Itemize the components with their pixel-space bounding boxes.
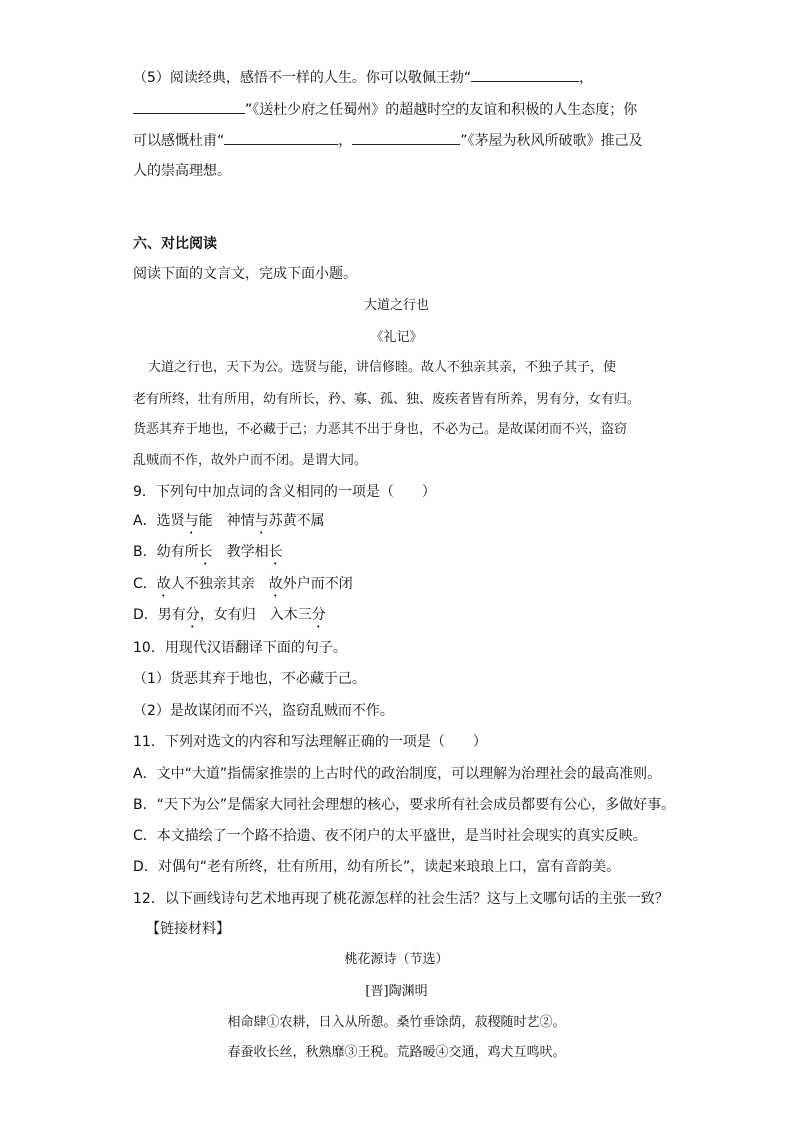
q9-a-mid: 能 神情 bbox=[198, 513, 255, 529]
q9-option-b[interactable] bbox=[133, 542, 283, 568]
q9-stem: 9．下列句中加点词的含义相同的一项是（ ） bbox=[133, 484, 436, 500]
q9-b-pre: B．幼有所 bbox=[133, 544, 199, 560]
q5-blank-4[interactable] bbox=[352, 130, 460, 145]
q9-a-dot-word-1: 与 bbox=[184, 513, 199, 529]
q5-line-1 bbox=[133, 67, 593, 88]
section-heading: 六、对比阅读 bbox=[133, 236, 217, 252]
q5-line-4: 人的崇高理想。 bbox=[133, 163, 231, 179]
q9-b-mid: 教学相 bbox=[212, 544, 269, 560]
q5-blank-3[interactable] bbox=[224, 130, 338, 145]
link-material-label: 【链接材料】 bbox=[146, 921, 230, 937]
q11-option-b[interactable]: B．“天下为公”是儒家大同社会理想的核心，要求所有社会成员都要有公心，多做好事。 bbox=[133, 797, 676, 813]
q9-b-dot-word-2: 长 bbox=[268, 544, 283, 560]
q12-stem: 12．以下画线诗句艺术地再现了桃花源怎样的社会生活？这与上文哪句话的主张一致？ bbox=[133, 891, 669, 907]
poem-author: [晋]陶渊明 bbox=[365, 984, 428, 999]
q10-stem: 10．用现代汉语翻译下面的句子。 bbox=[133, 640, 347, 656]
q9-d-dot-word-2: 分 bbox=[311, 607, 326, 623]
q5-line-3 bbox=[133, 130, 643, 151]
q10-sentence-1: （1）货恶其弃于地也，不必藏于己。 bbox=[133, 671, 366, 687]
q10-sentence-2: （2）是故谋闭而不兴，盗窃乱贼而不作。 bbox=[133, 703, 394, 719]
q5-text-2b: ”《送杜少府之任蜀州》的超越时空的友谊和积极的人生态度；你 bbox=[245, 102, 638, 118]
q9-option-d[interactable] bbox=[133, 605, 326, 631]
passage-line-4: 乱贼而不作，故外户而不闭。是谓大同。 bbox=[133, 453, 368, 468]
q9-option-c[interactable] bbox=[133, 574, 353, 600]
q5-line-2 bbox=[133, 99, 637, 120]
q11-option-d[interactable]: D．对偶句“老有所终，壮有所用，幼有所长”，读起来琅琅上口，富有音韵美。 bbox=[133, 859, 621, 875]
q5-text-1a: （5）阅读经典，感悟不一样的人生。你可以敬佩王勃“ bbox=[133, 70, 472, 86]
q9-c-mid: 人不独亲其亲 bbox=[170, 576, 269, 592]
q5-text-1b: ， bbox=[579, 70, 594, 86]
q11-option-c[interactable]: C．本文描绘了一个路不拾遗、夜不闭户的太平盛世，是当时社会现实的真实反映。 bbox=[133, 828, 647, 844]
q9-d-pre: D．男有 bbox=[133, 607, 186, 623]
q9-option-a[interactable] bbox=[133, 511, 325, 537]
q9-c-dot-word-1: 故 bbox=[156, 576, 171, 592]
q9-a-pre: A．选贤 bbox=[133, 513, 185, 529]
q5-blank-1[interactable] bbox=[471, 67, 579, 82]
q9-d-dot-word-1: 分 bbox=[185, 607, 200, 623]
passage-source: 《礼记》 bbox=[370, 330, 423, 345]
q5-blank-2[interactable] bbox=[133, 99, 245, 114]
q9-d-mid: ，女有归 入木三 bbox=[199, 607, 312, 623]
q9-a-post: 苏黄不属 bbox=[268, 513, 325, 529]
passage-line-1: 大道之行也，天下为公。选贤与能，讲信修睦。故人不独亲其亲，不独子其子，使 bbox=[148, 360, 617, 375]
q11-option-a[interactable]: A．文中“大道”指儒家推崇的上古时代的政治制度，可以理解为治理社会的最高准则。 bbox=[133, 766, 662, 782]
section-instruction: 阅读下面的文言文，完成下面小题。 bbox=[133, 266, 357, 282]
q9-a-dot-word-2: 与 bbox=[254, 513, 269, 529]
q5-text-3c: ”《茅屋为秋风所破歌》推己及 bbox=[460, 133, 643, 149]
q9-b-dot-word-1: 长 bbox=[198, 544, 213, 560]
passage-line-2: 老有所终，壮有所用，幼有所长，矜、寡、孤、独、废疾者皆有所养，男有分，女有归。 bbox=[133, 392, 641, 407]
passage-title: 大道之行也 bbox=[363, 298, 429, 313]
passage-line-3: 货恶其弃于地也，不必藏于己；力恶其不出于身也，不必为己。是故谋闭而不兴，盗窃 bbox=[133, 422, 628, 437]
q9-c-post: 外户而不闭 bbox=[282, 576, 353, 592]
poem-title: 桃花源诗（节选） bbox=[344, 952, 449, 967]
q5-text-3b: ， bbox=[338, 133, 353, 149]
q5-text-3a: 可以感慨杜甫“ bbox=[133, 133, 225, 149]
poem-line-2: 春蚕收长丝，秋熟靡③王税。荒路暧④交通，鸡犬互鸣吠。 bbox=[227, 1045, 566, 1060]
poem-line-1: 相命肆①农耕，日入从所憩。桑竹垂馀荫，菽稷随时艺②。 bbox=[227, 1015, 566, 1030]
q9-c-dot-word-2: 故 bbox=[268, 576, 283, 592]
q9-c-pre: C． bbox=[133, 576, 157, 592]
q11-stem: 11．下列对选文的内容和写法理解正确的一项是（ ） bbox=[133, 734, 487, 750]
